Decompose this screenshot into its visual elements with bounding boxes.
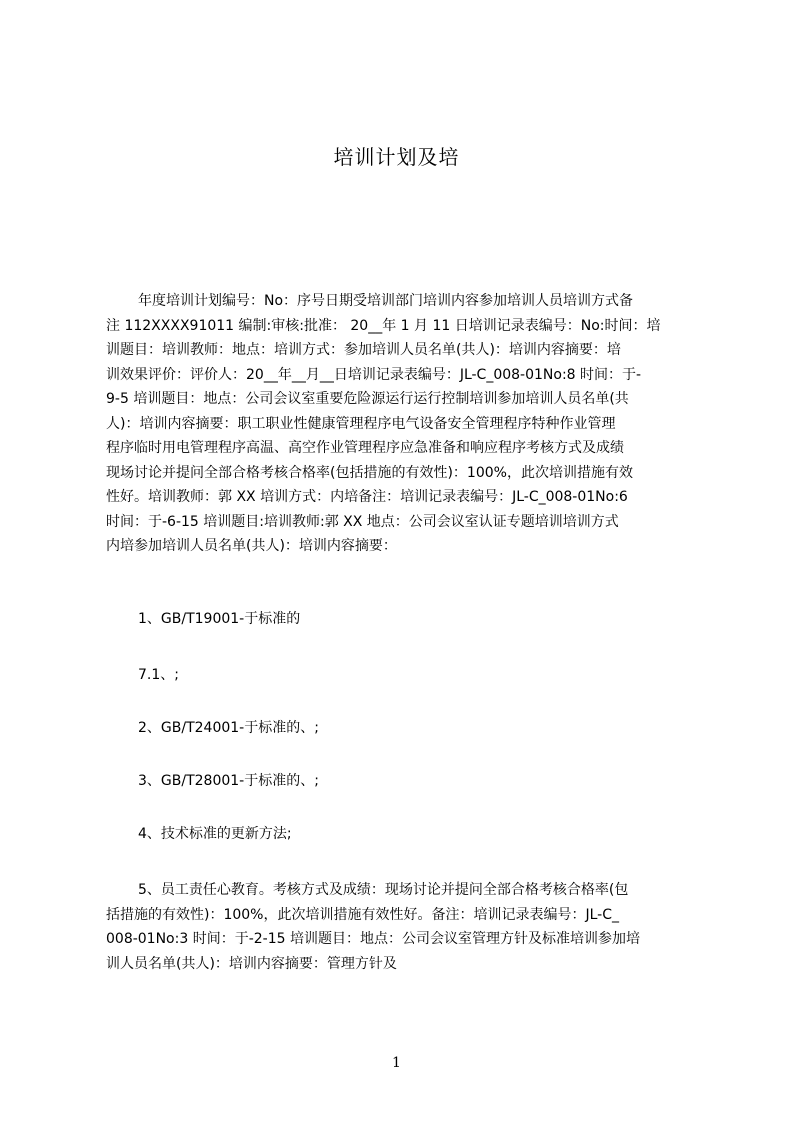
list-item: 4、技术标准的更新方法; — [138, 826, 292, 842]
text-line: 内培参加培训人员名单(共人)：培训内容摘要： — [106, 538, 397, 554]
text-line: 年度培训计划编号：No：序号日期受培训部门培训内容参加培训人员培训方式备 — [138, 293, 634, 309]
paragraph-1 — [106, 289, 700, 559]
text-line: 性好。培训教师：郭 XX 培训方式：内培备注：培训记录表编号：JL-C_008-01No:6 — [106, 489, 628, 505]
text-line: 训人员名单(共人)：培训内容摘要：管理方针及 — [106, 955, 397, 972]
paragraph-2 — [106, 878, 700, 976]
text-line: 9-5 培训题目：地点：公司会议室重要危险源运行运行控制培训参加培训人员名单(共 — [106, 391, 629, 407]
list-item: 3、GB/T28001-于标准的、; — [138, 773, 319, 789]
text-line: 时间：于-6-15 培训题目:培训教师:郭 XX 地点：公司会议室认证专题培训培训方式 — [106, 513, 619, 530]
text-line: 人)：培训内容摘要：职工职业性健康管理程序电气设备安全管理程序特种作业管理 — [106, 415, 616, 432]
text-line: 训题目：培训教师：地点：培训方式：参加培训人员名单(共人)：培训内容摘要：培 — [106, 342, 621, 358]
text-line: 现场讨论并提问全部合格考核合格率(包括措施的有效性)：100%，此次培训措施有效 — [106, 464, 633, 481]
page-title: 培训计划及培 — [333, 145, 460, 169]
text-line: 括措施的有效性)：100%，此次培训措施有效性好。备注：培训记录表编号：JL-C_ — [106, 906, 619, 923]
text-line: 程序临时用电管理程序高温、高空作业管理程序应急准备和响应程序考核方式及成绩 — [106, 440, 624, 456]
text-line: 008-01No:3 时间：于-2-15 培训题目：地点：公司会议室管理方针及标准培训参加培 — [106, 931, 640, 947]
list-item: 7.1、; — [138, 667, 179, 683]
list-item: 1、GB/T19001-于标准的 — [138, 611, 301, 627]
list-item: 2、GB/T24001-于标准的、; — [138, 720, 319, 736]
text-line: 训效果评价：评价人：20__年__月__日培训记录表编号：JL-C_008-01No:8 时间：于- — [106, 366, 642, 383]
text-line: 5、员工责任心教育。考核方式及成绩：现场讨论并提问全部合格考核合格率(包 — [138, 882, 629, 898]
text-line: 注 112XXXX91011 编制:审核:批准： 20__年 1 月 11 日培训记录表编号：No:时间：培 — [106, 317, 661, 334]
page-number: 1 — [392, 1055, 401, 1071]
